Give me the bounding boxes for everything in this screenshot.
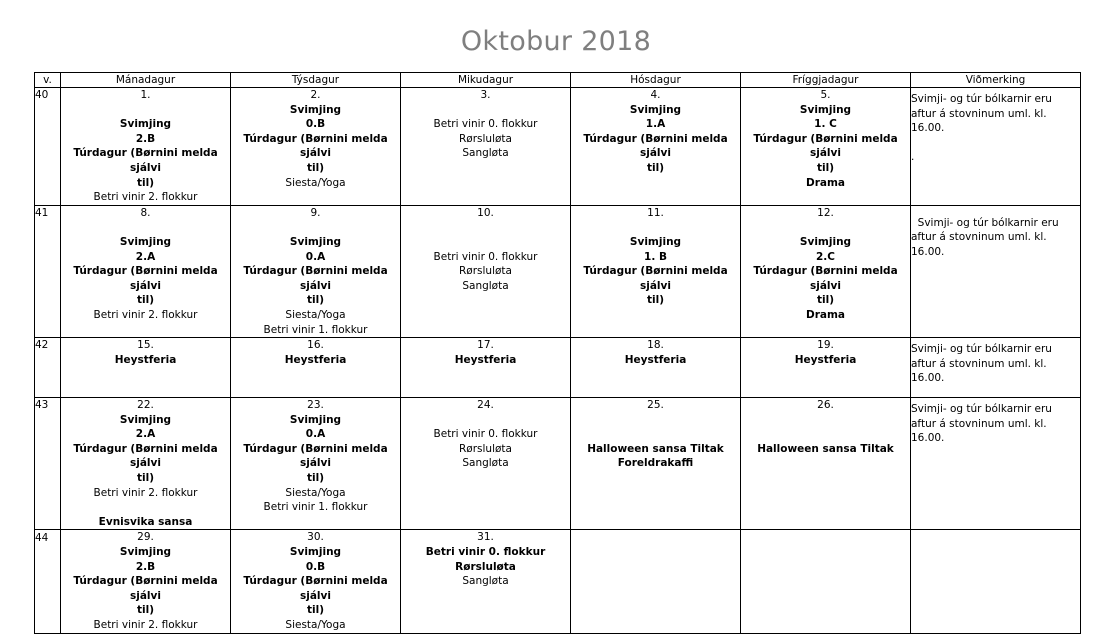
event-line: Betri vinir 2. flokkur — [93, 486, 198, 499]
week-row — [35, 88, 1081, 206]
event-line: til) — [136, 604, 155, 617]
event-line — [741, 427, 910, 442]
event-line: 1. C — [814, 118, 837, 131]
week-row — [35, 398, 1081, 530]
remark-line: Svimji- og túr bólkarnir eru — [911, 216, 1059, 229]
remark-line: Svimji- og túr bólkarnir eru — [911, 93, 1052, 105]
event-line: Heystferia — [114, 353, 177, 366]
event-line: Túrdagur (Børnini melda sjálvi — [583, 132, 728, 160]
event-line: Rørsluløta — [459, 265, 512, 278]
calendar-table — [34, 72, 1081, 634]
event-line: Túrdagur (Børnini melda sjálvi — [243, 442, 388, 470]
event-line: Heystferia — [624, 353, 687, 366]
header-row — [35, 73, 1081, 88]
event-line: Siesta/Yoga — [285, 308, 346, 321]
event-line: Túrdagur (Børnini melda sjálvi — [243, 265, 388, 292]
event-line: Svimjing — [629, 235, 682, 248]
day-cell — [231, 88, 401, 206]
day-date: 15. — [137, 339, 154, 352]
event-line: til) — [306, 294, 325, 307]
header-day: Týsdagur — [231, 73, 401, 88]
remark-cell — [911, 88, 1081, 206]
week-number: 43 — [35, 398, 61, 530]
event-line: til) — [306, 604, 325, 617]
day-date: 18. — [647, 339, 664, 352]
day-date: 1. — [140, 89, 151, 101]
remark-cell — [911, 398, 1081, 530]
event-line: Foreldrakaffi — [617, 457, 694, 470]
event-line: Túrdagur (Børnini melda sjálvi — [73, 442, 218, 470]
day-cell — [741, 205, 911, 337]
day-date: 12. — [817, 206, 834, 219]
event-line: Túrdagur (Børnini melda sjálvi — [583, 265, 728, 292]
event-line: Túrdagur (Børnini melda sjálvi — [753, 132, 898, 160]
header-day: Mikudagur — [401, 73, 571, 88]
remark-cell — [911, 205, 1081, 337]
day-date: 3. — [480, 89, 491, 101]
event-line: Siesta/Yoga — [285, 619, 346, 631]
header-note: Viðmerking — [911, 73, 1081, 88]
remark-line: aftur á stovninum uml. kl. — [911, 417, 1047, 430]
week-row — [35, 530, 1081, 633]
event-line: til) — [646, 294, 665, 307]
event-line: Svimjing — [799, 103, 852, 116]
day-cell — [231, 338, 401, 398]
header-day: Hósdagur — [571, 73, 741, 88]
event-line: Svimjing — [289, 235, 342, 248]
event-line: Betri vinir 0. flokkur — [433, 428, 538, 441]
event-line: 2.B — [135, 560, 156, 573]
day-cell — [571, 205, 741, 337]
event-line: Betri vinir 0. flokkur — [433, 250, 538, 263]
remark-line: aftur á stovninum uml. kl. — [911, 107, 1047, 120]
event-line: til) — [816, 294, 835, 307]
day-cell — [61, 205, 231, 337]
event-line — [61, 220, 230, 235]
remark-line: aftur á stovninum uml. kl. — [911, 231, 1047, 244]
day-cell — [61, 530, 231, 633]
day-cell — [741, 338, 911, 398]
remark-line — [911, 136, 1080, 151]
remark-line: 16.00. — [911, 432, 945, 445]
day-cell — [401, 205, 571, 337]
event-line: Siesta/Yoga — [285, 486, 346, 499]
event-line: 1. B — [644, 250, 667, 263]
day-date: 9. — [310, 206, 321, 219]
day-cell — [401, 398, 571, 530]
event-line: Betri vinir 2. flokkur — [93, 191, 198, 204]
week-number: 41 — [35, 205, 61, 337]
remark-line: Svimji- og túr bólkarnir eru — [911, 403, 1052, 416]
event-line: Betri vinir 2. flokkur — [93, 619, 198, 631]
day-date: 26. — [817, 399, 834, 412]
day-cell — [61, 398, 231, 530]
day-date: 11. — [647, 206, 664, 219]
day-cell — [401, 530, 571, 633]
event-line: Evnisvika sansa — [98, 515, 193, 528]
event-line: Svimjing — [799, 235, 852, 248]
day-date: 10. — [477, 206, 494, 219]
event-line — [741, 220, 910, 235]
event-line: Túrdagur (Børnini melda sjálvi — [243, 575, 388, 602]
event-line — [401, 220, 570, 235]
event-line: 2.A — [135, 428, 156, 441]
event-line — [231, 220, 400, 235]
event-line: Svimjing — [119, 235, 172, 248]
remark-cell — [911, 338, 1081, 398]
day-date: 30. — [307, 531, 324, 544]
event-line: Svimjing — [119, 546, 172, 559]
event-line: til) — [136, 294, 155, 307]
event-line: Svimjing — [289, 546, 342, 559]
week-number: 42 — [35, 338, 61, 398]
event-line: til) — [136, 176, 155, 189]
remark-line: aftur á stovninum uml. kl. — [911, 357, 1047, 370]
day-cell — [401, 88, 571, 206]
event-line: Betri vinir 1. flokkur — [263, 501, 368, 514]
event-line: Rørsluløta — [459, 132, 512, 145]
event-line — [741, 413, 910, 428]
event-line: Svimjing — [119, 413, 172, 426]
event-line: til) — [646, 161, 665, 174]
day-date: 23. — [307, 399, 324, 412]
event-line: Sangløta — [462, 575, 509, 588]
event-line: Svimjing — [119, 118, 172, 131]
event-line: til) — [306, 161, 325, 174]
event-line: til) — [816, 161, 835, 174]
remark-line: 16.00. — [911, 245, 945, 258]
event-line: 0.B — [305, 118, 326, 131]
event-line: Sangløta — [462, 147, 509, 160]
event-line: til) — [306, 472, 325, 485]
event-line: Túrdagur (Børnini melda sjálvi — [243, 132, 388, 160]
day-date: 19. — [817, 339, 834, 352]
day-cell — [231, 530, 401, 633]
remark-line: Svimji- og túr bólkarnir eru — [911, 343, 1052, 356]
event-line: Rørsluløta — [459, 442, 512, 455]
week-row — [35, 205, 1081, 337]
event-line: Halloween sansa Tiltak — [757, 442, 894, 455]
event-line: 1.A — [645, 118, 666, 131]
day-cell — [741, 530, 911, 633]
remark-line: . — [911, 151, 915, 164]
day-cell — [571, 530, 741, 633]
day-date: 22. — [137, 399, 154, 412]
day-cell — [231, 398, 401, 530]
event-line: Halloween sansa Tiltak — [587, 442, 724, 455]
event-line: Túrdagur (Børnini melda sjálvi — [753, 265, 898, 292]
day-date: 25. — [647, 399, 664, 412]
day-date: 31. — [477, 531, 494, 544]
event-line: 2.A — [135, 250, 156, 263]
day-cell — [61, 338, 231, 398]
event-line: Heystferia — [454, 353, 517, 366]
event-line: Siesta/Yoga — [285, 176, 346, 189]
event-line: Rørsluløta — [455, 560, 516, 573]
week-row — [35, 338, 1081, 398]
event-line — [571, 220, 740, 235]
event-line: Túrdagur (Børnini melda sjálvi — [73, 147, 218, 174]
header-day: Fríggjadagur — [741, 73, 911, 88]
day-date: 17. — [477, 339, 494, 352]
event-line: Sangløta — [462, 279, 509, 292]
event-line: 0.A — [305, 428, 326, 441]
day-cell — [401, 338, 571, 398]
remark-line: 16.00. — [911, 372, 945, 385]
event-line: Betri vinir 0. flokkur — [433, 118, 538, 131]
event-line: Drama — [805, 176, 845, 189]
page-title: Oktobur 2018 — [460, 26, 652, 57]
day-cell — [571, 88, 741, 206]
event-line: 0.A — [305, 250, 326, 263]
remark-cell — [911, 530, 1081, 633]
event-line — [61, 500, 230, 515]
event-line: Drama — [805, 308, 845, 321]
day-cell — [741, 398, 911, 530]
event-line: Heystferia — [284, 353, 347, 366]
day-cell — [571, 338, 741, 398]
week-number: 40 — [35, 88, 61, 206]
day-cell — [571, 398, 741, 530]
header-day: Mánadagur — [61, 73, 231, 88]
event-line: 2.B — [135, 132, 156, 145]
event-line: Svimjing — [289, 413, 342, 426]
event-line: Betri vinir 1. flokkur — [263, 323, 368, 336]
day-date: 29. — [137, 531, 154, 544]
event-line: Heystferia — [794, 353, 857, 366]
event-line: Betri vinir 2. flokkur — [93, 308, 198, 321]
event-line: Svimjing — [289, 103, 342, 116]
event-line — [61, 103, 230, 118]
remark-line: 16.00. — [911, 122, 945, 135]
day-date: 5. — [820, 89, 831, 101]
event-line: 0.B — [305, 560, 326, 573]
day-date: 24. — [477, 399, 494, 412]
event-line — [401, 103, 570, 118]
event-line: 2.C — [815, 250, 835, 263]
day-cell — [231, 205, 401, 337]
week-number: 44 — [35, 530, 61, 633]
day-cell — [741, 88, 911, 206]
event-line: Sangløta — [462, 457, 509, 470]
event-line — [401, 235, 570, 250]
day-date: 8. — [140, 206, 151, 219]
event-line — [571, 413, 740, 428]
event-line — [571, 427, 740, 442]
event-line — [401, 413, 570, 428]
event-line: Betri vinir 0. flokkur — [425, 546, 546, 559]
event-line: Túrdagur (Børnini melda sjálvi — [73, 575, 218, 602]
day-date: 2. — [310, 89, 321, 101]
event-line: Túrdagur (Børnini melda sjálvi — [73, 265, 218, 292]
header-week: v. — [35, 73, 61, 88]
day-date: 16. — [307, 339, 324, 352]
day-cell — [61, 88, 231, 206]
day-date: 4. — [650, 89, 661, 101]
event-line: Svimjing — [629, 103, 682, 116]
event-line: til) — [136, 472, 155, 485]
